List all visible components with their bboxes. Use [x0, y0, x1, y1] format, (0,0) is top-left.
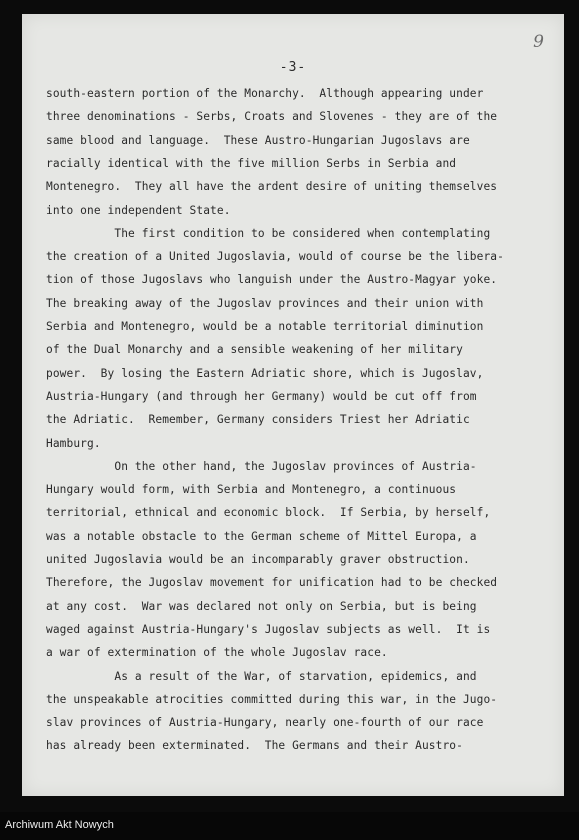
text-line: into one independent State. — [46, 203, 231, 217]
text-line: power. By losing the Eastern Adriatic shore, which is Jugoslav, — [46, 366, 484, 380]
page-number: -3- — [279, 60, 307, 75]
text-line: As a result of the War, of starvation, epidemics, and — [46, 669, 477, 683]
text-line: the creation of a United Jugoslavia, would of course be the libera- — [46, 250, 504, 264]
text-line: the unspeakable atrocities committed during this war, in the Jugo- — [46, 692, 498, 706]
text-line: Serbia and Montenegro, would be a notable territorial diminution — [46, 320, 484, 333]
text-line: The breaking away of the Jugoslav provinces and their union with — [46, 296, 484, 310]
archive-footer — [0, 812, 579, 840]
text-line: a war of extermination of the whole Jugoslav race. — [46, 646, 388, 660]
text-line: waged against Austria-Hungary's Jugoslav subjects as well. It is — [46, 622, 491, 636]
text-line: the Adriatic. Remember, Germany considers Triest her Adriatic — [46, 413, 470, 427]
document-page — [22, 14, 564, 796]
archive-name: Archiwum Akt Nowych — [5, 819, 114, 831]
text-line: of the Dual Monarchy and a sensible weakening of her military — [46, 343, 463, 357]
text-line: Montenegro. They all have the ardent desire of uniting themselves — [46, 180, 498, 194]
text-line: three denominations - Serbs, Croats and Slovenes - they are of the — [46, 110, 498, 124]
text-line: at any cost. War was declared not only on Serbia, but is being — [46, 599, 477, 613]
text-line: Hungary would form, with Serbia and Montenegro, a continuous — [46, 483, 457, 497]
text-line: The first condition to be considered when contemplating — [46, 226, 491, 240]
text-line: racially identical with the five million Serbs in Serbia and — [46, 156, 457, 170]
text-line: territorial, ethnical and economic block. If Serbia, by herself, — [46, 506, 491, 520]
text-line: tion of those Jugoslavs who languish under the Austro-Magyar yoke. — [46, 273, 498, 287]
text-body — [22, 14, 564, 796]
text-line: has already been exterminated. The Germans and their Austro- — [46, 739, 463, 753]
text-line: united Jugoslavia would be an incomparably graver obstruction. — [46, 553, 470, 566]
text-line: Austria-Hungary (and through her Germany) would be cut off from — [46, 389, 477, 403]
text-line: same blood and language. These Austro-Hungarian Jugoslavs are — [46, 133, 470, 147]
text-line: Hamburg. — [46, 436, 101, 450]
text-line: slav provinces of Austria-Hungary, nearly one-fourth of our race — [46, 716, 484, 730]
folio-mark: 9 — [533, 32, 544, 52]
text-line: On the other hand, the Jugoslav provinces of Austria- — [46, 459, 477, 473]
text-line: Therefore, the Jugoslav movement for unification had to be checked — [46, 576, 498, 590]
text-line: was a notable obstacle to the German scheme of Mittel Europa, a — [46, 529, 477, 543]
text-line: south-eastern portion of the Monarchy. Although appearing under — [46, 87, 484, 100]
